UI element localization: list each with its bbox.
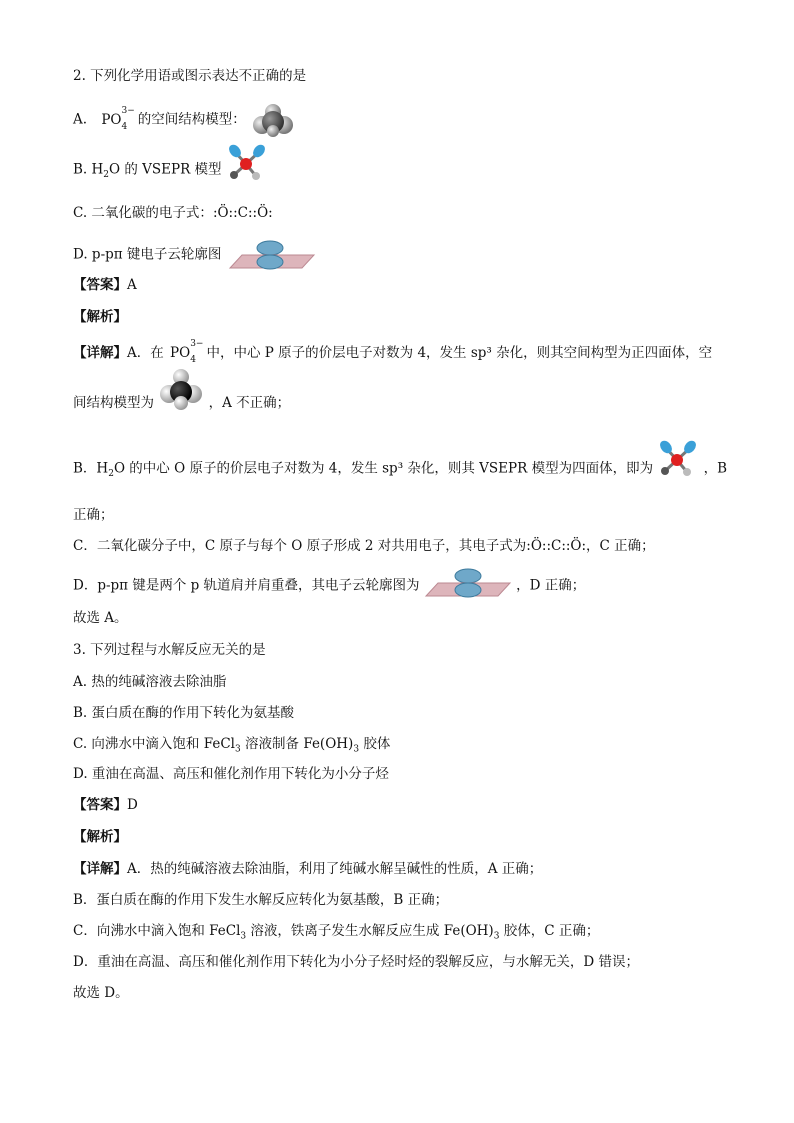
q2-analysis-label: 【解析】 — [73, 309, 127, 325]
q3-detail-label: 【详解】 — [73, 861, 127, 877]
po4-sub: 4 — [121, 121, 128, 132]
q2-option-b-post: O 的 VSEPR 模型 — [109, 161, 222, 178]
q3-answer — [73, 796, 138, 814]
q2-option-b — [73, 156, 268, 184]
q2-detail-c-post: ，C 正确； — [586, 538, 655, 554]
q3-analysis-label: 【解析】 — [73, 829, 127, 845]
q3-title: 3. 下列过程与水解反应无关的是 — [73, 642, 266, 658]
q2-answer-label: 【答案】 — [73, 277, 127, 293]
q3-detail-c-post: 胶体，C 正确； — [499, 923, 600, 939]
q2-detail-a1-pre: A．在 — [127, 345, 164, 361]
water-vsepr-model-image-detail — [657, 438, 699, 480]
q3-option-d: D. 重油在高温、高压和催化剂作用下转化为小分子烃 — [73, 766, 389, 782]
po4-ion — [101, 105, 135, 132]
pi-bond-cloud-image-detail — [424, 568, 512, 598]
q3-option-c-sub2: 3 — [353, 744, 360, 755]
q2-detail-a2-pre: 间结构模型为 — [73, 395, 154, 411]
po4-charge-detail: 3− — [190, 339, 204, 349]
q3-answer-value: D — [127, 797, 138, 813]
q2-option-b-pre: B. H — [73, 161, 104, 178]
q3-detail-d: D．重油在高温、高压和催化剂作用下转化为小分子烃时烃的裂解反应，与水解无关，D 错误； — [73, 954, 639, 970]
tetrahedral-model-image-detail — [158, 367, 204, 413]
q2-detail-c — [73, 537, 655, 555]
po4-ion-detail — [170, 339, 204, 365]
water-vsepr-model-image — [226, 142, 268, 184]
po4-base: PO — [101, 111, 122, 128]
q3-option-c-pre: C. 向沸水中滴入饱和 FeCl — [73, 736, 235, 752]
q3-option-c-post: 胶体 — [359, 736, 391, 752]
q2-detail-a-line2 — [73, 394, 290, 413]
q2-detail-d-post: ，D 正确； — [516, 577, 586, 594]
q2-answer-value: A — [127, 277, 137, 293]
q3-detail-a-text: A．热的纯碱溶液去除油脂，利用了纯碱水解呈碱性的性质，A 正确； — [127, 861, 543, 877]
q3-detail-c-mid: 溶液，铁离子发生水解反应生成 Fe(OH) — [246, 923, 494, 939]
q2-detail-b-line1 — [73, 458, 727, 483]
q2-detail-a2-post: ，A 不正确； — [208, 395, 291, 411]
tetrahedral-model-image — [250, 103, 296, 137]
q3-detail-c-pre: C．向沸水中滴入饱和 FeCl — [73, 923, 241, 939]
q2-detail-d — [73, 574, 585, 598]
q2-option-d — [73, 240, 316, 270]
q3-detail-a — [73, 860, 542, 878]
q2-answer — [73, 276, 137, 294]
q3-answer-label: 【答案】 — [73, 797, 127, 813]
q3-option-c-mid: 溶液制备 Fe(OH) — [240, 736, 354, 752]
q3-conclusion: 故选 D。 — [73, 985, 129, 1001]
q2-conclusion: 故选 A。 — [73, 610, 128, 626]
q2-detail-label: 【详解】 — [73, 345, 127, 361]
q3-option-c-sub1: 3 — [235, 744, 241, 755]
q2-detail-c-pre: C．二氧化碳分子中，C 原子与每个 O 原子形成 2 对共用电子，其电子式为 — [73, 538, 527, 554]
q2-option-a-text: 的空间结构模型： — [137, 111, 246, 128]
q2-detail-a-line1 — [73, 339, 713, 365]
pi-bond-cloud-image — [228, 240, 316, 270]
co2-electron-formula: :Ö::C::Ö: — [212, 205, 273, 221]
q3-detail-c — [73, 922, 599, 946]
q2-detail-d-pre: D．p-pπ 键是两个 p 轨道肩并肩重叠，其电子云轮廓图为 — [73, 577, 420, 594]
q2-detail-b1-post: O 的中心 O 原子的价层电子对数为 4，发生 sp³ 杂化，则其 VSEPR 模型为四面体，即为 — [113, 460, 654, 477]
q2-option-c — [73, 204, 273, 222]
q2-option-c-text: C. 二氧化碳的电子式： — [73, 205, 213, 221]
q2-detail-b1-sub: 2 — [108, 469, 114, 480]
q2-detail-a1-post: 中，中心 P 原子的价层电子对数为 4，发生 sp³ 杂化，则其空间构型为正四面体，空 — [206, 345, 713, 361]
q2-option-b-sub: 2 — [103, 170, 110, 181]
q2-detail-b1-tail: ，B — [703, 460, 728, 477]
q3-detail-c-sub2: 3 — [493, 931, 500, 942]
q2-option-d-text: D. p-pπ 键电子云轮廓图 — [73, 246, 222, 263]
co2-electron-formula-detail: :Ö::C::Ö: — [526, 538, 587, 554]
q3-detail-b: B．蛋白质在酶的作用下发生水解反应转化为氨基酸，B 正确； — [73, 892, 449, 908]
po4-charge: 3− — [121, 105, 135, 116]
q3-option-a: A. 热的纯碱溶液去除油脂 — [73, 674, 227, 690]
q2-title: 2. 下列化学用语或图示表达不正确的是 — [73, 68, 307, 84]
q3-detail-c-sub1: 3 — [240, 931, 247, 942]
q2-detail-b-line2: 正确； — [73, 507, 114, 523]
q3-option-c — [73, 735, 390, 759]
po4-base-detail: PO — [170, 345, 191, 361]
q2-option-a-prefix: A. — [73, 111, 88, 128]
q2-option-a — [73, 103, 296, 137]
q2-detail-b1-pre: B．H — [73, 460, 109, 477]
q3-option-b: B. 蛋白质在酶的作用下转化为氨基酸 — [73, 705, 295, 721]
po4-sub-detail: 4 — [190, 355, 196, 365]
